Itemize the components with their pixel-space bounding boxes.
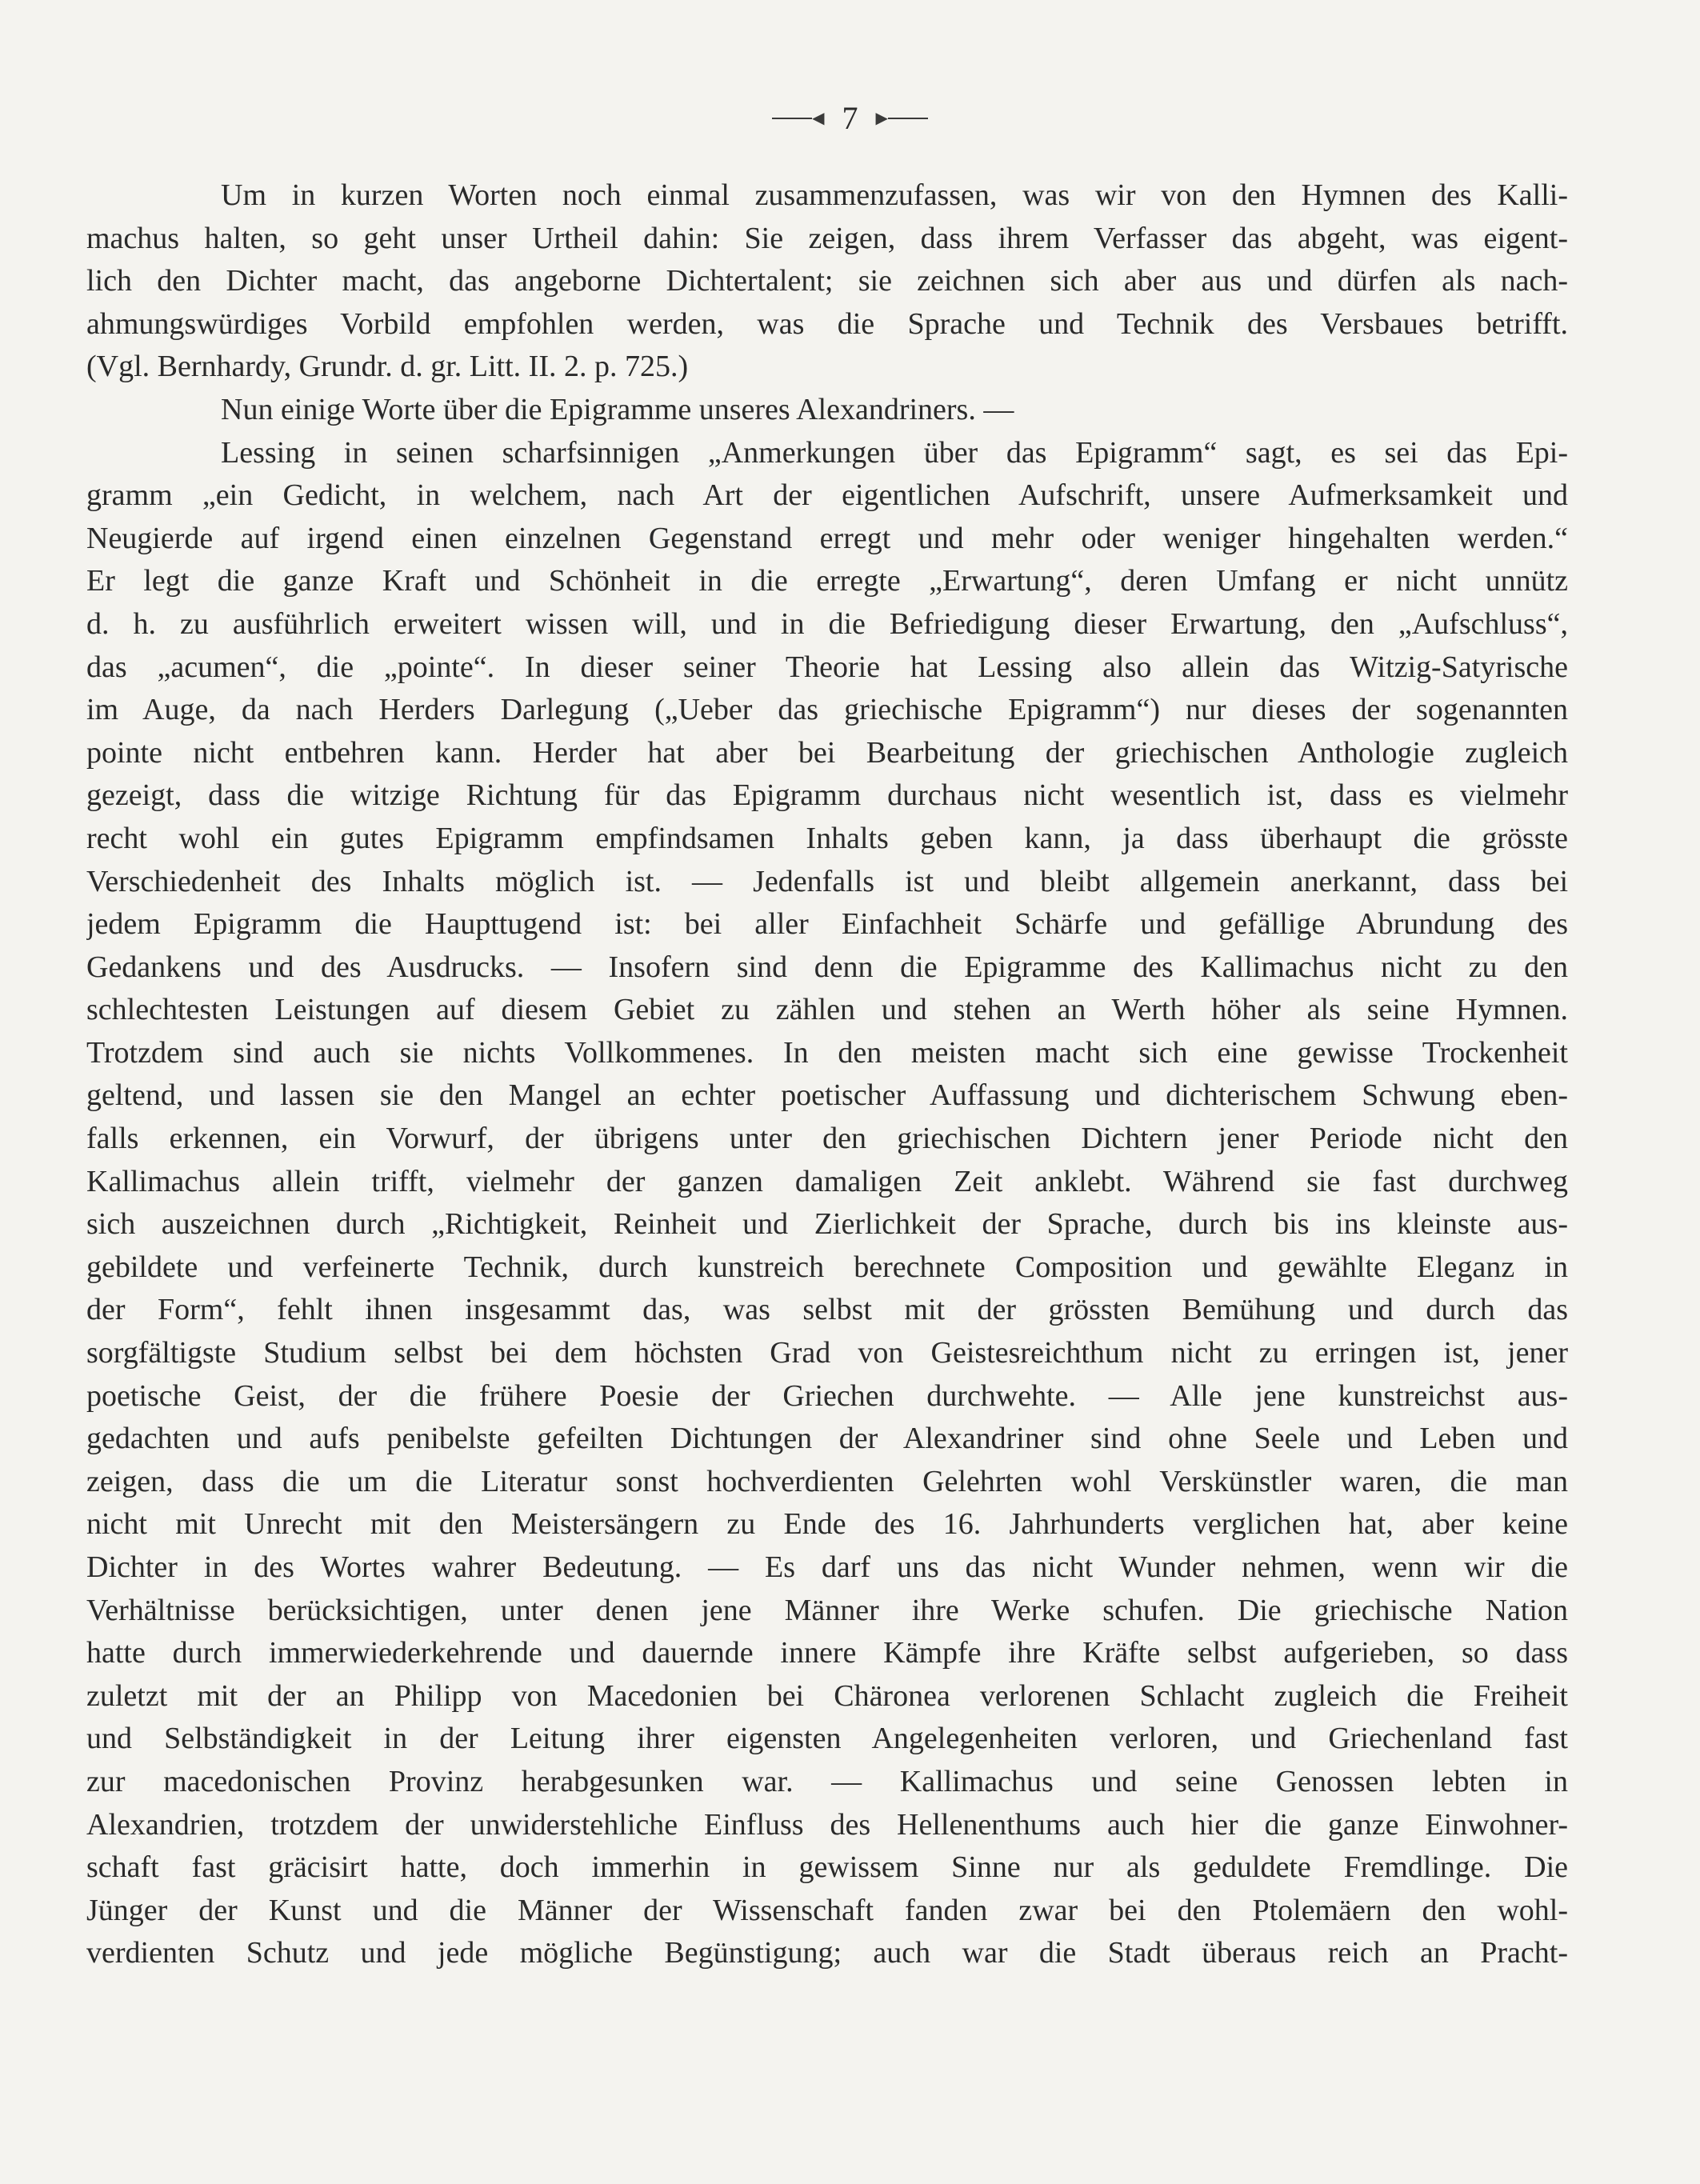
body-text bbox=[86, 174, 1568, 2018]
text-line: der Form“, fehlt ihnen insgesammt das, was selbst mit der grössten Bemühung und durch das bbox=[86, 1293, 1568, 1327]
text-line: Gedankens und des Ausdrucks. — Insofern sind denn die Epigramme des Kallimachus nicht zu den bbox=[86, 950, 1568, 984]
text-line: gedachten und aufs penibelste gefeilten Dichtungen der Alexandriner sind ohne Seele und Leben und bbox=[86, 1422, 1568, 1456]
text-line: falls erkennen, ein Vorwurf, der übrigens unter den griechischen Dichtern jener Periode nicht den bbox=[86, 1122, 1568, 1156]
left-ornament-rule: ◀ bbox=[772, 114, 824, 122]
text-line: Alexandrien, trotzdem der unwiderstehliche Einfluss des Hellenenthums auch hier die ganze Einwohner- bbox=[86, 1807, 1568, 1842]
text-line: das „acumen“, die „pointe“. In dieser seiner Theorie hat Lessing also allein das Witzig-Satyrische bbox=[86, 650, 1568, 684]
text-line: sorgfältigste Studium selbst bei dem höchsten Grad von Geistesreichthum nicht zu erringen ist, jener bbox=[86, 1336, 1568, 1370]
text-line: (Vgl. Bernhardy, Grundr. d. gr. Litt. II. 2. p. 725.) bbox=[86, 350, 689, 384]
text-line: schaft fast gräcisirt hatte, doch immerhin in gewissem Sinne nur als geduldete Fremdlinge. Die bbox=[86, 1850, 1568, 1885]
text-line: Lessing in seinen scharfsinnigen „Anmerkungen über das Epigramm“ sagt, es sei das Epi- bbox=[221, 435, 1568, 470]
text-line: pointe nicht entbehren kann. Herder hat aber bei Bearbeitung der griechischen Anthologie zugleich bbox=[86, 735, 1568, 770]
text-line: poetische Geist, der die frühere Poesie der Griechen durchwehte. — Alle jene kunstreichst aus- bbox=[86, 1378, 1568, 1413]
text-line: im Auge, da nach Herders Darlegung („Ueber das griechische Epigramm“) nur dieses der sogenannten bbox=[86, 693, 1568, 727]
text-line: gebildete und verfeinerte Technik, durch kunstreich berechnete Composition und gewählte Eleganz in bbox=[86, 1250, 1568, 1284]
text-line: ahmungswürdiges Vorbild empfohlen werden, was die Sprache und Technik des Versbaues betrifft. bbox=[86, 306, 1568, 341]
text-line: nicht mit Unrecht mit den Meistersängern zu Ende des 16. Jahrhunderts verglichen hat, aber keine bbox=[86, 1507, 1568, 1542]
text-line: Trotzdem sind auch sie nichts Vollkommenes. In den meisten macht sich eine gewisse Trockenheit bbox=[86, 1035, 1568, 1070]
text-line: d. h. zu ausführlich erweitert wissen will, und in die Befriedigung dieser Erwartung, den „Aufschluss“, bbox=[86, 606, 1568, 641]
text-line: und Selbständigkeit in der Leitung ihrer eigensten Angelegenheiten verloren, und Griechenland fast bbox=[86, 1722, 1568, 1756]
text-line: geltend, und lassen sie den Mangel an echter poetischer Auffassung und dichterischem Schwung eben- bbox=[86, 1078, 1568, 1113]
text-line: verdienten Schutz und jede mögliche Begünstigung; auch war die Stadt überaus reich an Pracht- bbox=[86, 1936, 1568, 1970]
text-line bbox=[86, 1975, 1568, 2018]
text-line: gezeigt, dass die witzige Richtung für das Epigramm durchaus nicht wesentlich ist, dass es vielmehr bbox=[86, 778, 1568, 813]
text-line: jedem Epigramm die Haupttugend ist: bei aller Einfachheit Schärfe und gefällige Abrundung des bbox=[86, 907, 1568, 942]
page-header bbox=[0, 94, 1700, 142]
text-line: Neugierde auf irgend einen einzelnen Gegenstand erregt und mehr oder weniger hingehalten werden.“ bbox=[86, 521, 1568, 555]
text-line: Kallimachus allein trifft, vielmehr der ganzen damaligen Zeit anklebt. Während sie fast durchweg bbox=[86, 1164, 1568, 1198]
text-line: Nun einige Worte über die Epigramme unseres Alexandriners. — bbox=[221, 392, 1014, 426]
text-line: Um in kurzen Worten noch einmal zusammenzufassen, was wir von den Hymnen des Kalli- bbox=[221, 178, 1568, 212]
text-line: Dichter in des Wortes wahrer Bedeutung. — Es darf uns das nicht Wunder nehmen, wenn wir die bbox=[86, 1550, 1568, 1584]
text-line: Jünger der Kunst und die Männer der Wissenschaft fanden zwar bei den Ptolemäern den wohl- bbox=[86, 1893, 1568, 1927]
text-line: zur macedonischen Provinz herabgesunken war. — Kallimachus und seine Genossen lebten in bbox=[86, 1764, 1568, 1798]
page-number: 7 bbox=[842, 100, 858, 136]
text-line: zuletzt mit der an Philipp von Macedonien bei Chäronea verlorenen Schlacht zugleich die Freiheit bbox=[86, 1678, 1568, 1713]
text-line: schlechtesten Leistungen auf diesem Gebiet zu zählen und stehen an Werth höher als seine Hymnen. bbox=[86, 993, 1568, 1027]
right-ornament-rule: ▶ bbox=[876, 114, 928, 122]
text-line: hatte durch immerwiederkehrende und dauernde innere Kämpfe ihre Kräfte selbst aufgerieben, so dass bbox=[86, 1636, 1568, 1670]
text-line: machus halten, so geht unser Urtheil dahin: Sie zeigen, dass ihrem Verfasser das abgeht, was eigent- bbox=[86, 221, 1568, 255]
text-line: Verschiedenheit des Inhalts möglich ist. — Jedenfalls ist und bleibt allgemein anerkannt, dass bei bbox=[86, 864, 1568, 898]
text-line: lich den Dichter macht, das angeborne Dichtertalent; sie zeichnen sich aber aus und dürfen als nach- bbox=[86, 264, 1568, 298]
text-line: Verhältnisse berücksichtigen, unter denen jene Männer ihre Werke schufen. Die griechische Nation bbox=[86, 1593, 1568, 1627]
text-line: zeigen, dass die um die Literatur sonst hochverdienten Gelehrten wohl Verskünstler waren, die man bbox=[86, 1464, 1568, 1498]
text-line: recht wohl ein gutes Epigramm empfindsamen Inhalts geben kann, ja dass überhaupt die grösste bbox=[86, 821, 1568, 855]
text-line: Er legt die ganze Kraft und Schönheit in die erregte „Erwartung“, deren Umfang er nicht unnütz bbox=[86, 564, 1568, 598]
text-line: sich auszeichnen durch „Richtigkeit, Reinheit und Zierlichkeit der Sprache, durch bis ins kleinste aus- bbox=[86, 1207, 1568, 1242]
text-line: gramm „ein Gedicht, in welchem, nach Art der eigentlichen Aufschrift, unsere Aufmerksamkeit und bbox=[86, 478, 1568, 513]
